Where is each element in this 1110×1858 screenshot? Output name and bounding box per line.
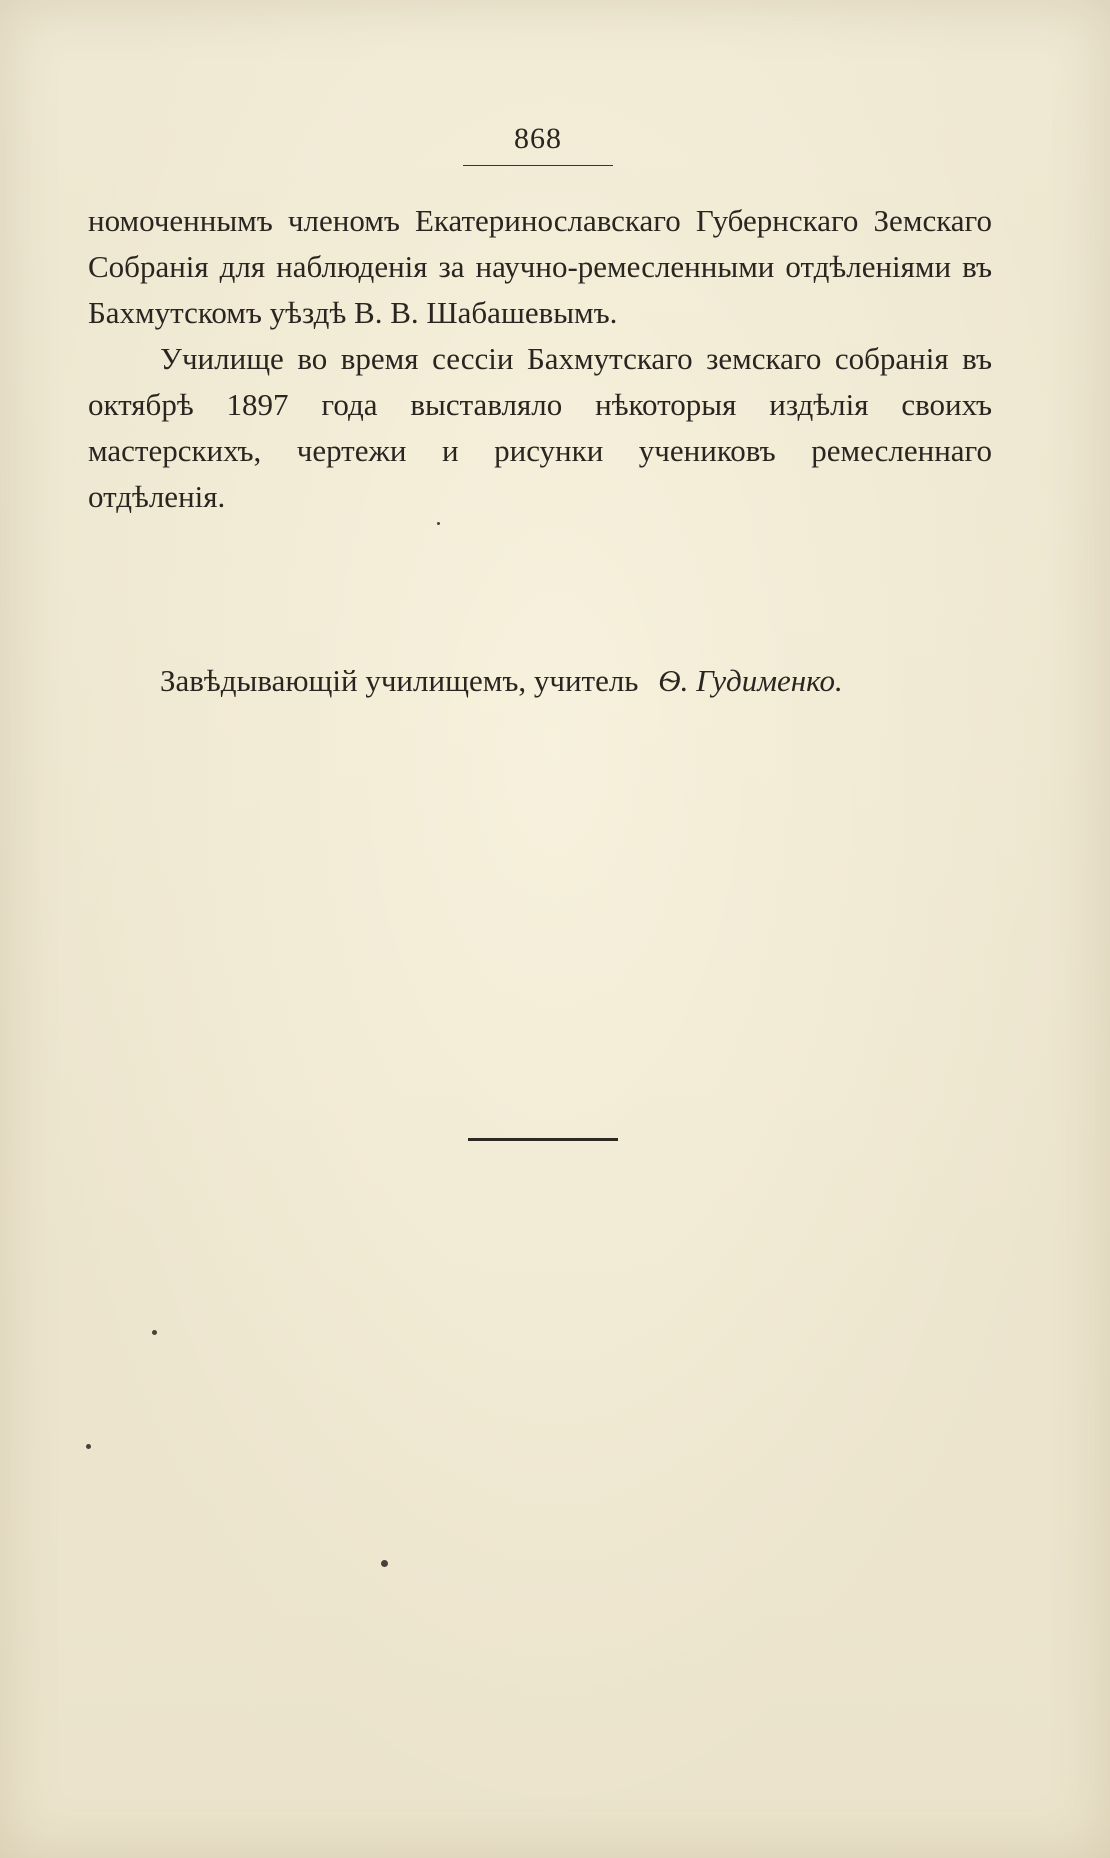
paragraph-2: Училище во время сессіи Бахмутскаго земскаго собранія въ октябрѣ 1897 года выставляло нѣкоторыя издѣлія своихъ мастерскихъ, чертежи и рисунки учениковъ ремесленнаго отдѣленія. [88,341,992,514]
paper-speck [381,1560,388,1567]
paper-speck [86,1444,91,1449]
page-number-underline [463,165,613,166]
paper-speck [152,1330,157,1335]
signature-role: Завѣдывающій училищемъ, учитель [160,663,639,698]
paragraph-1: номоченнымъ членомъ Екатеринославскаго Губернскаго Земскаго Собранія для наблюденія за научно-ремесленными отдѣленіями въ Бахмутскомъ уѣздѣ В. В. Шабашевымъ. [88,203,992,330]
page-number: 868 [514,122,562,155]
body-text [88,198,992,520]
paper-speck [437,522,440,525]
signature-line [160,658,843,704]
signature-name: Ѳ. Гудименко. [658,663,843,698]
end-rule [468,1138,618,1141]
